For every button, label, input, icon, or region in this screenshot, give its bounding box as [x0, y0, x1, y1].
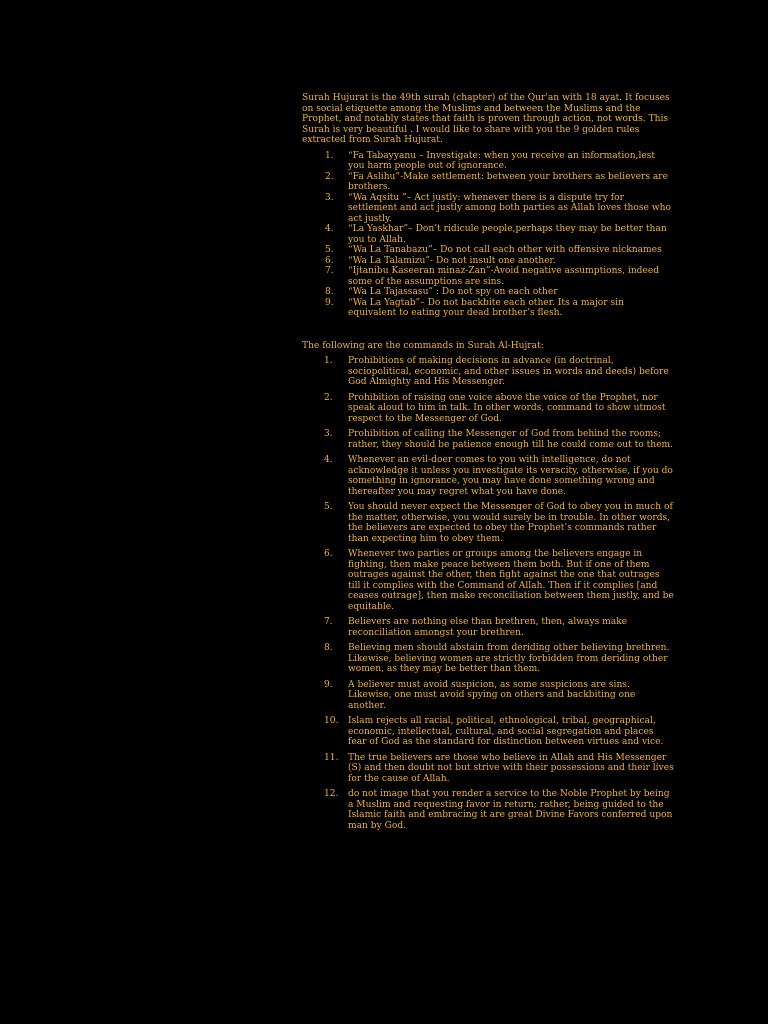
- list-item: [302, 266, 674, 287]
- list-item: [302, 193, 674, 225]
- list-number: 4.: [324, 455, 333, 465]
- list-item: [302, 455, 674, 497]
- list-number: 1.: [324, 356, 333, 366]
- list-number: 1.: [325, 150, 334, 161]
- list-item: [302, 789, 674, 831]
- commands-heading: The following are the commands in Surah Al-Hujrat:: [302, 340, 544, 351]
- intro-paragraph: Surah Hujurat is the 49th surah (chapter) of the Qur'an with 18 ayat. It focuses on social etiquette among the Muslims and between the Muslims and the Prophet, and notably states that faith is proven through action, not words. This Surah is very beautiful . I would like to share with you the 9 golden rules extracted from Surah Hujurat.: [302, 93, 670, 145]
- list-item: [302, 172, 674, 193]
- list-item-text: Prohibitions of making decisions in advance (in doctrinal, sociopolitical, economic, and other issues in words and deeds) before God Almighty and His Messenger.: [348, 356, 669, 387]
- list-item: [302, 224, 674, 245]
- list-number: 6.: [325, 255, 334, 266]
- list-number: 5.: [325, 245, 334, 255]
- list-item: [302, 256, 674, 267]
- list-item-text: Believers are nothing else than brethren, then, always make reconciliation amongst your brethren.: [348, 617, 628, 638]
- list-item-text: “Wa La Yagtab”– Do not backbite each other. Its a major sin equivalent to eating your dead brother’s flesh.: [348, 297, 624, 318]
- list-item: [302, 298, 674, 319]
- list-item-text: Prohibition of raising one voice above the voice of the Prophet, nor speak aloud to him in talk. In other words, command to show utmost respect to the Messenger of God.: [348, 392, 666, 424]
- list-item-text: “La Yaskhar”– Don’t ridicule people,perhaps they may be better than you to Allah.: [348, 224, 667, 245]
- list-number: 2.: [324, 392, 333, 403]
- list-item: [302, 429, 674, 450]
- list-item-text: “Wa Aqsitu ”– Act justly: whenever there is a dispute try for settlement and act justly among both parties as Allah loves those who act justly.: [348, 192, 671, 224]
- list-item: [302, 245, 674, 256]
- list-number: 7.: [324, 617, 333, 627]
- list-number: 11.: [324, 752, 339, 763]
- document-page: [302, 93, 674, 836]
- list-item-text: Islam rejects all racial, political, ethnological, tribal, geographical, economic, intellectual, cultural, and social segregation and places fear of God as the standard for distinction between virtues and vice.: [348, 716, 664, 747]
- list-number: 3.: [324, 429, 333, 439]
- list-item: [302, 287, 674, 298]
- list-number: 8.: [324, 643, 333, 653]
- list-item: [302, 753, 674, 785]
- list-item: [302, 617, 674, 638]
- list-item-text: “Wa La Tanabazu”– Do not call each other with offensive nicknames: [348, 245, 662, 255]
- list-item: [302, 502, 674, 544]
- list-item-text: A believer must avoid suspicion, as some suspicions are sins. Likewise, one must avoid spying on others and backbiting one another.: [348, 679, 636, 711]
- list-item-text: Whenever two parties or groups among the believers engage in fighting, then make peace between them both. But if one of them outrages against the other, then fight against the one that outrages till it complies with the Command of Allah. Then if it complies [and ceases outrage], then make reconciliation between them justly, and be equitable.: [348, 549, 674, 612]
- list-item-text: Prohibition of calling the Messenger of God from behind the rooms; rather, they should be patience enough till he could come out to them.: [348, 429, 674, 450]
- list-item-text: “Fa Aslihu”-Make settlement: between your brothers as believers are brothers.: [348, 171, 669, 192]
- list-item: [302, 716, 674, 748]
- list-item-text: “Fa Tabayyanu – Investigate: when you receive an information,lest you harm people out of ignorance.: [348, 150, 656, 171]
- list-number: 4.: [325, 224, 334, 234]
- list-item-text: “Wa La Talamizu”- Do not insult one another.: [348, 255, 556, 266]
- list-item-text: Believing men should abstain from deriding other believing brethren. Likewise, believing women are strictly forbidden from deriding other women, as they may be better than them.: [348, 643, 670, 674]
- list-number: 7.: [325, 266, 334, 276]
- list-number: 8.: [325, 287, 334, 297]
- list-item-text: do not image that you render a service to the Noble Prophet by being a Muslim and requesting favor in return; rather, being guided to the Islamic faith and embracing it are great Divine Favors conferred upon man by God.: [348, 789, 673, 831]
- list-item: [302, 549, 674, 612]
- list-item-text: You should never expect the Messenger of God to obey you in much of the matter, otherwise, you would surely be in trouble. In other words, the believers are expected to obey the Prophet’s commands rather than expecting him to obey them.: [348, 502, 673, 544]
- list-number: 9.: [324, 679, 333, 690]
- list-number: 6.: [324, 549, 333, 559]
- list-item: [302, 356, 674, 388]
- list-item-text: “Wa La Tajassasu” : Do not spy on each other: [348, 287, 558, 297]
- list-number: 12.: [324, 789, 339, 799]
- list-number: 2.: [325, 171, 334, 182]
- list-number: 3.: [325, 192, 334, 203]
- list-number: 10.: [324, 716, 339, 726]
- commands-list: [302, 356, 674, 831]
- list-item-text: “Ijtanibu Kaseeran minaz-Zan”-Avoid negative assumptions, indeed some of the assumptions are sins.: [348, 266, 660, 287]
- list-item: [302, 643, 674, 675]
- golden-rules-list: [302, 151, 674, 319]
- list-item: [302, 393, 674, 425]
- list-item-text: The true believers are those who believe in Allah and His Messenger (S) and then doubt not but strive with their possessions and their lives for the cause of Allah.: [348, 752, 674, 784]
- list-number: 5.: [324, 502, 333, 512]
- list-item: [302, 151, 674, 172]
- list-item-text: Whenever an evil-doer comes to you with intelligence, do not acknowledge it unless you investigate its veracity, otherwise, if you do something in ignorance, you may have done something wrong and thereafter you may regret what you have done.: [348, 455, 673, 497]
- list-item: [302, 680, 674, 712]
- list-number: 9.: [325, 297, 334, 308]
